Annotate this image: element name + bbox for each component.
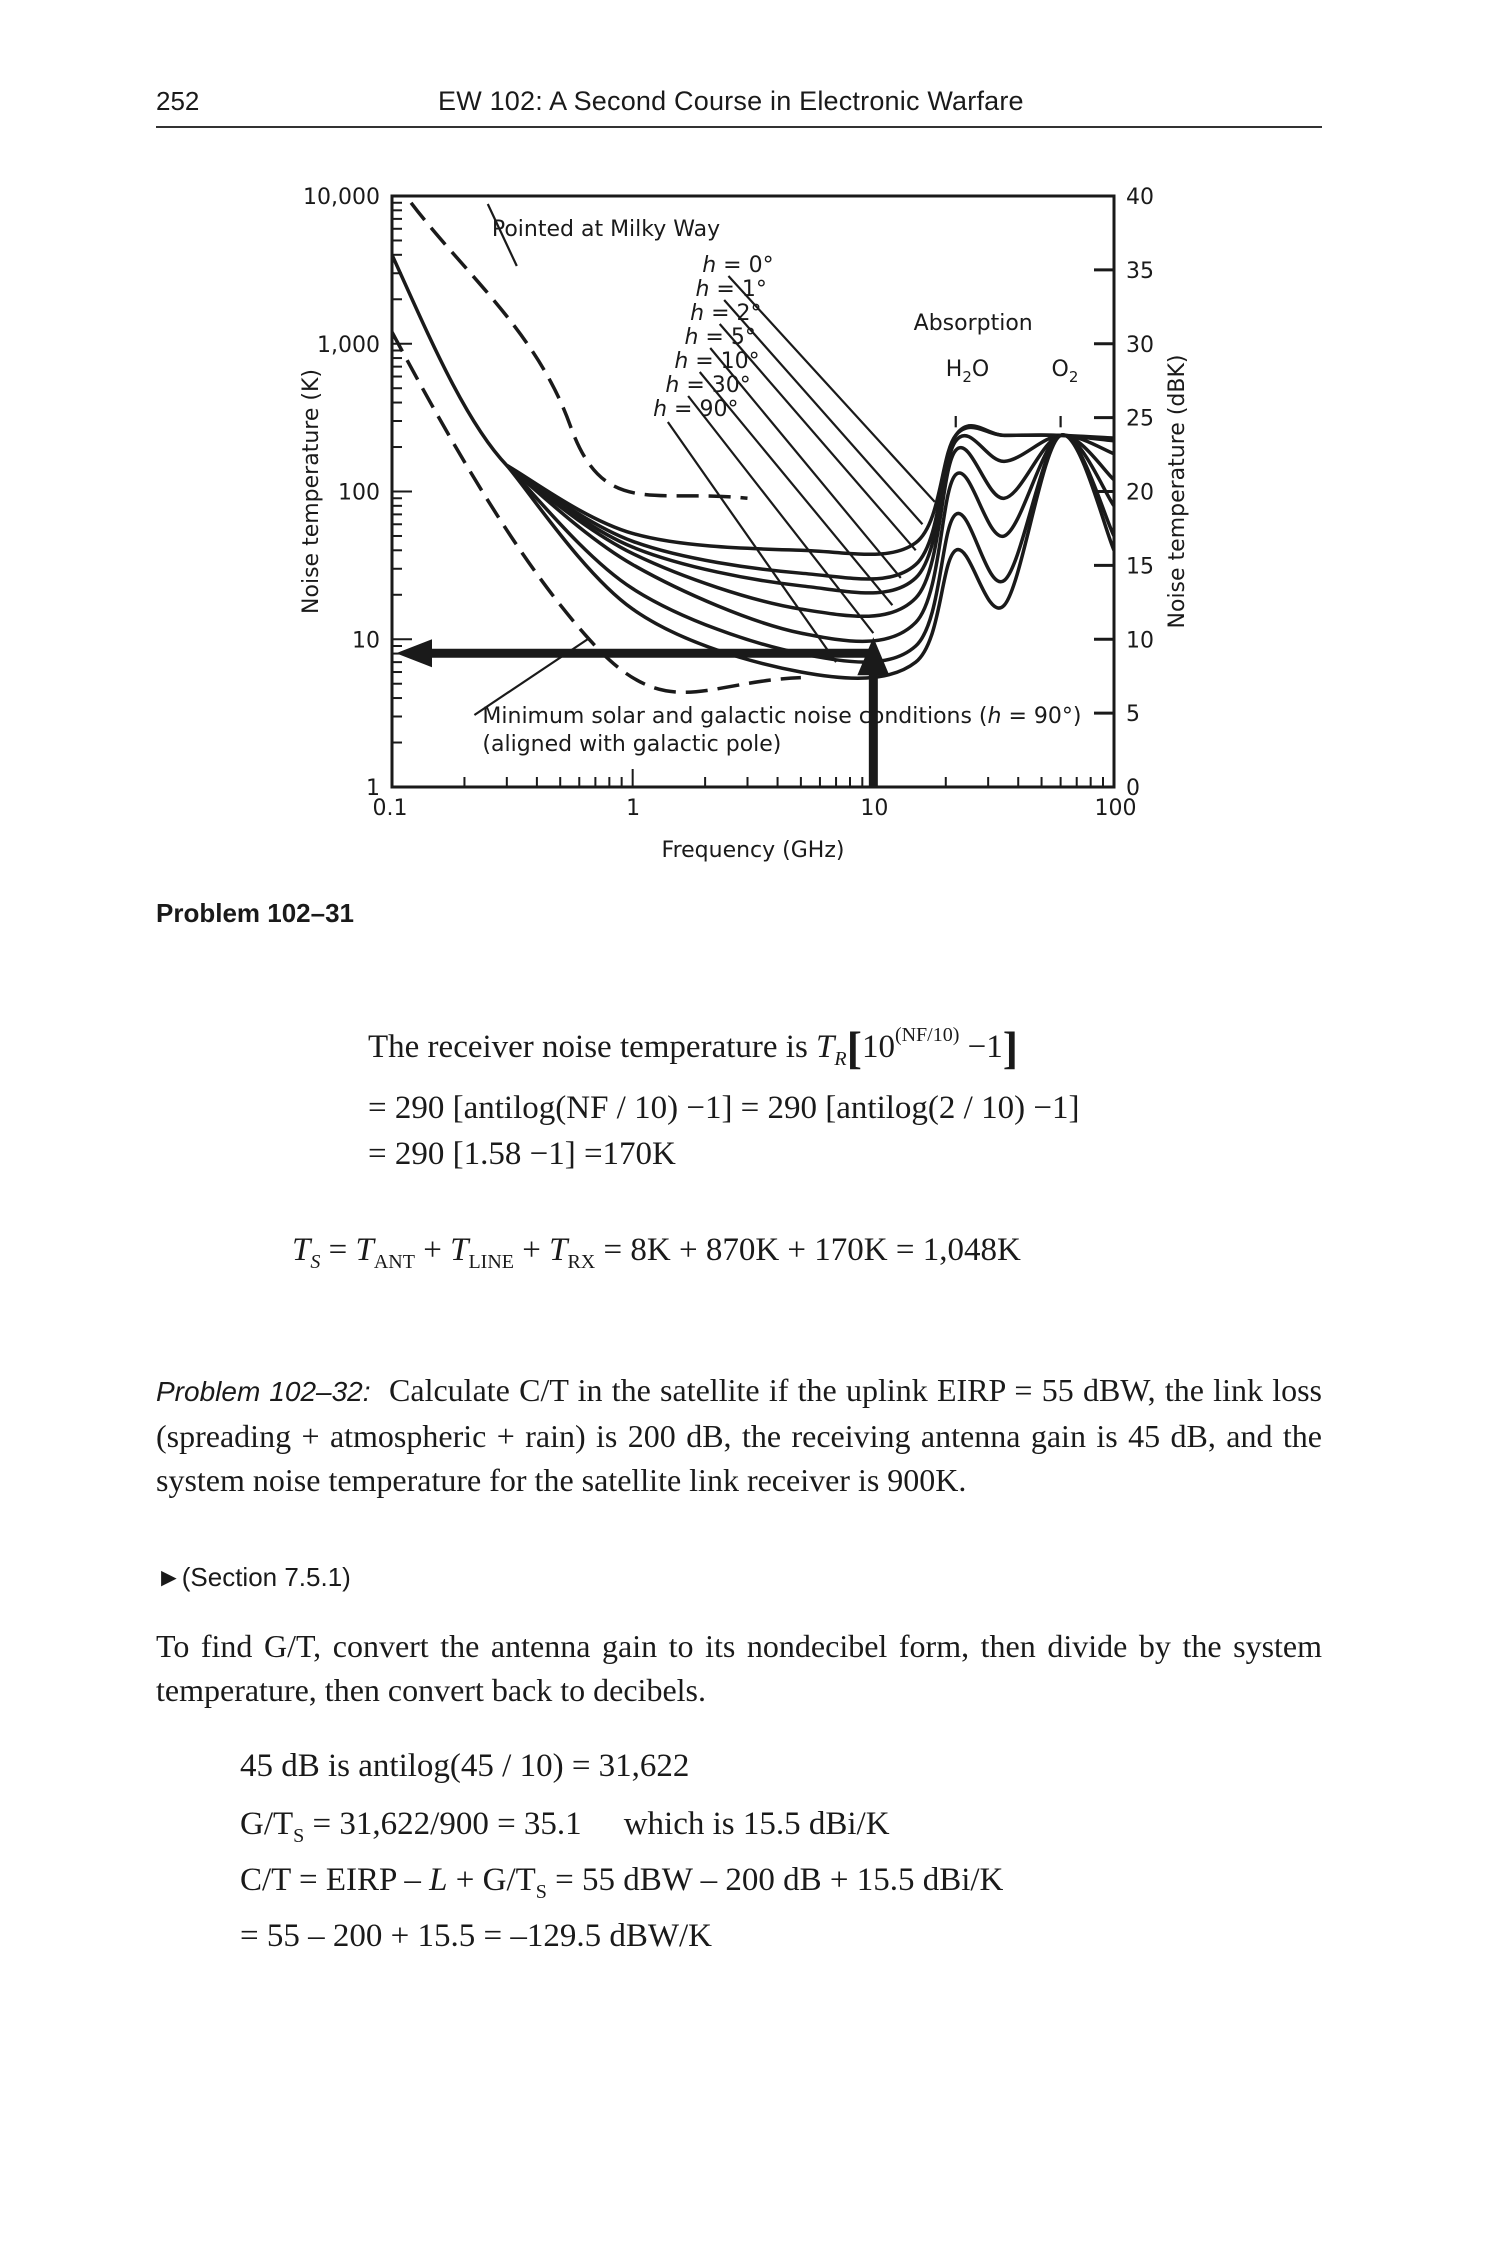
ct-result-equation: = 55 – 200 + 15.5 = –129.5 dBW/K [240,1918,712,1954]
y-right-tick-label: 35 [1126,258,1154,284]
o2-subscript: 2 [1068,368,1079,386]
h2o-subscript: 2 [962,368,972,386]
y-right-tick-label: 40 [1126,185,1154,210]
x-tick-label: 0.1 [372,796,408,821]
minimum-noise-h: h [987,704,1002,729]
elevation-value: = 1° [709,277,767,302]
elevation-value: = 5° [698,325,756,350]
elevation-value: = 0° [716,253,774,278]
minimum-noise-label [482,704,1081,729]
ct-equation: C/T = EIRP – $L + G/T_S = 55$ dBW – 200 dB + 15.5 dBi/K [240,1862,1004,1903]
elevation-label [653,397,738,422]
y-right-tick-label: 20 [1126,480,1154,506]
noise-temperature-chart [0,150,1500,870]
y-right-tick-label: 15 [1126,554,1154,580]
problem-32-statement [156,1368,1322,1502]
receiver-noise-equation: The receiver noise temperature is $T_R[10^{(NF/10)} -1]$ [368,1022,1019,1073]
y-axis-title: Noise temperature (K) [299,369,324,614]
result-equation: = 290 [1.58 −1] =170K [368,1136,676,1172]
system-temperature-equation: $T_S = T_{ANT} + T_{LINE} + T_{RX} = 8K + 870K + 170K = 1,048K$ [292,1232,1021,1273]
h2o-tail: O [971,357,990,382]
minimum-noise-text: Minimum solar and galactic noise conditions ( [482,704,988,729]
y-tick-label: 1 [366,776,380,801]
galactic-pole-label: (aligned with galactic pole) [482,732,782,757]
h2o-label: $H_2O$ [945,357,990,386]
elevation-label [665,373,750,398]
elevation-value: = 2° [704,301,762,326]
elevation-var: h [684,325,699,350]
problem-31-heading: Problem 102–31 [156,898,355,928]
elevation-var: h [702,253,717,278]
elevation-value: = 90° [667,397,739,422]
elevation-label [695,277,766,302]
y-right-tick-label: 10 [1126,628,1154,654]
minimum-noise-tail: = 90°) [1001,704,1082,729]
antilog-equation: = 290 [antilog(NF / 10) −1] = 290 [antilog(2 / 10) −1] [368,1090,1080,1126]
y-tick-label: 100 [338,480,380,506]
elevation-label [684,325,755,350]
elevation-label [674,349,759,374]
elevation-var: h [690,301,705,326]
annotation-leader [668,422,836,662]
page-number: 252 [156,86,200,116]
absorption-label: Absorption [913,311,1033,336]
elevation-curve [507,435,1114,678]
antilog-gain-equation: 45 dB is antilog(45 / 10) = 31,622 [240,1748,690,1784]
elevation-curve [507,435,1114,593]
x-tick-label: 100 [1094,796,1137,821]
gt-equation: $G/T_S = 31,622/900 = 35.1$ which is 15.5 dBi/K [240,1806,890,1847]
y-right-tick-label: 5 [1126,702,1140,728]
o2-label: $O_2$ [1051,357,1079,386]
section-reference: ►(Section 7.5.1) [156,1562,351,1592]
elevation-var: h [695,277,710,302]
y-right-axis-title: Noise temperature (dBK) [1165,354,1190,629]
x-axis-title: Frequency (GHz) [661,838,845,863]
x-tick-label: 10 [860,796,889,821]
y-right-tick-label: 0 [1126,776,1140,801]
elevation-var: h [674,349,689,374]
gt-explanation: To find G/T, convert the antenna gain to its nondecibel form, then divide by the system temperature, then convert back to decibels. [156,1628,1322,1708]
y-tick-label: 10 [352,628,380,654]
elevation-var: h [653,397,668,422]
problem-32-text: Calculate C/T in the satellite if the uplink EIRP = 55 dBW, the link loss (spreading + atmospheric + rain) is 200 dB, the receiving antenna gain is 45 dB, and the system noise temperature for the satellite link receiver is 900K. [156,1372,1323,1498]
book-title: EW 102: A Second Course in Electronic Warfare [438,86,1024,116]
y-right-tick-label: 30 [1126,332,1154,358]
elevation-value: = 30° [679,373,751,398]
elevation-var: h [665,373,680,398]
y-tick-label: 1,000 [317,332,380,358]
milky-way-label: Pointed at Milky Way [491,217,721,242]
elevation-label [702,253,773,278]
noise-temperature-figure [0,150,1500,870]
y-tick-label: 10,000 [303,185,380,210]
elevation-value: = 10° [688,349,760,374]
x-tick-label: 1 [626,796,641,821]
problem-32-label: Problem 102–32: [156,1376,371,1407]
elevation-label [690,301,761,326]
y-right-tick-label: 25 [1126,406,1154,432]
running-head [156,82,1322,128]
